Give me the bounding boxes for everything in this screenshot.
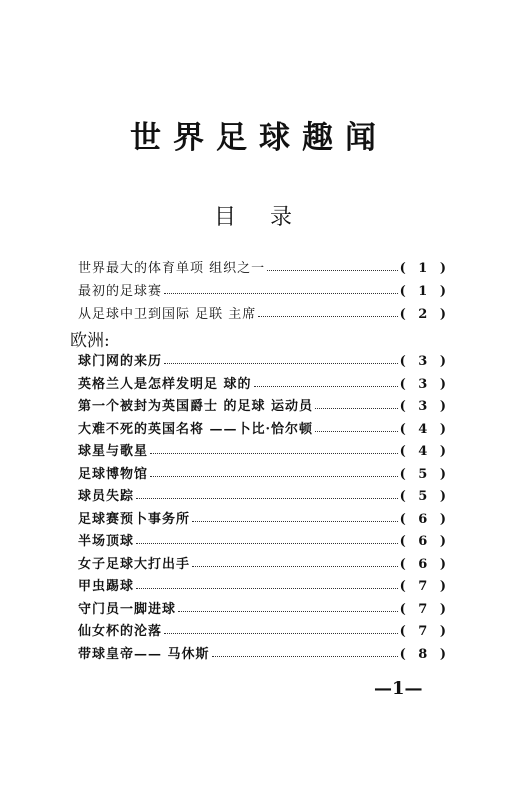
toc-entry-page: ( 1 ): [399, 261, 450, 276]
dot-leader: [164, 292, 398, 294]
toc-entry-page: ( 3 ): [399, 399, 450, 414]
toc-entry-page: ( 3 ): [399, 376, 450, 392]
toc-entry-page: ( 4 ): [399, 421, 450, 437]
toc-entry-page: ( 7 ): [399, 624, 450, 639]
toc-entry[interactable]: [78, 463, 450, 483]
toc-entry-title: 足球赛预卜事务所: [78, 511, 191, 527]
toc-entry-page: ( 2 ): [399, 307, 450, 322]
dot-leader: [192, 565, 398, 567]
toc-entry[interactable]: [78, 508, 450, 528]
toc-entry-title: 世界最大的体育单项 组织之一: [78, 261, 266, 276]
toc-entry[interactable]: [78, 620, 450, 640]
toc-entry-title: 足球博物馆: [78, 466, 149, 482]
toc-heading: 目录: [213, 205, 326, 230]
toc-entry-title: 带球皇帝—— 马休斯: [78, 646, 210, 662]
toc-entry[interactable]: [78, 303, 450, 323]
dot-leader: [136, 587, 398, 589]
dot-leader: [136, 497, 398, 499]
toc-entry[interactable]: [78, 575, 450, 595]
dot-leader: [150, 475, 398, 477]
toc-entry-page: ( 7 ): [399, 601, 450, 617]
toc-entry-title: 第一个被封为英国爵士 的足球 运动员: [78, 399, 314, 414]
toc-entry[interactable]: [78, 418, 450, 438]
book-title: 世界足球趣闻: [130, 120, 388, 156]
dot-leader: [258, 315, 397, 317]
toc-entry[interactable]: [78, 395, 450, 415]
dot-leader: [164, 362, 398, 364]
toc-entry-title: 球星与歌星: [78, 444, 149, 459]
toc-entry-title: 半场顶球: [78, 534, 135, 549]
toc-entry-page: ( 6 ): [399, 556, 450, 572]
dot-leader: [315, 430, 398, 432]
toc-entry-title: 守门员一脚进球: [78, 601, 177, 617]
toc-entry[interactable]: [78, 530, 450, 550]
toc-entry[interactable]: [78, 350, 450, 370]
toc-entry-page: ( 6 ): [399, 534, 450, 549]
toc-entry[interactable]: [78, 440, 450, 460]
toc-entry-title: 球员失踪: [78, 489, 135, 504]
toc-entry[interactable]: [78, 257, 450, 277]
dot-leader: [315, 407, 398, 409]
toc-entry-page: ( 3 ): [399, 354, 450, 369]
toc-entry-page: ( 8 ): [399, 646, 450, 662]
dot-leader: [267, 269, 397, 271]
toc-entry[interactable]: [78, 280, 450, 300]
toc-entry[interactable]: [78, 598, 450, 618]
toc-entry-title: 英格兰人是怎样发明足 球的: [78, 376, 252, 392]
toc-entry-page: ( 5 ): [399, 466, 450, 482]
toc-entry-title: 从足球中卫到国际 足联 主席: [78, 307, 257, 322]
page-number: —1—: [374, 678, 423, 699]
toc-entry-title: 球门网的来历: [78, 354, 163, 369]
toc-entry-title: 大难不死的英国名将 ——卜比·恰尔顿: [78, 421, 314, 437]
toc-entry-page: ( 6 ): [399, 511, 450, 527]
dot-leader: [254, 385, 398, 387]
dot-leader: [164, 632, 398, 634]
section-label-europe: 欧洲:: [70, 331, 110, 351]
toc-entry[interactable]: [78, 485, 450, 505]
toc-entry-page: ( 1 ): [399, 284, 450, 299]
toc-entry[interactable]: [78, 643, 450, 663]
toc-entry-title: 仙女杯的沦落: [78, 624, 163, 639]
dot-leader: [150, 452, 398, 454]
dot-leader: [136, 542, 398, 544]
toc-entry[interactable]: [78, 553, 450, 573]
toc-entry-page: ( 4 ): [399, 444, 450, 459]
dot-leader: [212, 655, 398, 657]
toc-entry-title: 甲虫踢球: [78, 579, 135, 594]
toc-entry[interactable]: [78, 373, 450, 393]
dot-leader: [178, 610, 398, 612]
toc-entry-title: 女子足球大打出手: [78, 556, 191, 572]
toc-entry-page: ( 7 ): [399, 579, 450, 594]
dot-leader: [192, 520, 398, 522]
toc-entry-page: ( 5 ): [399, 489, 450, 504]
toc-entry-title: 最初的足球赛: [78, 284, 163, 299]
